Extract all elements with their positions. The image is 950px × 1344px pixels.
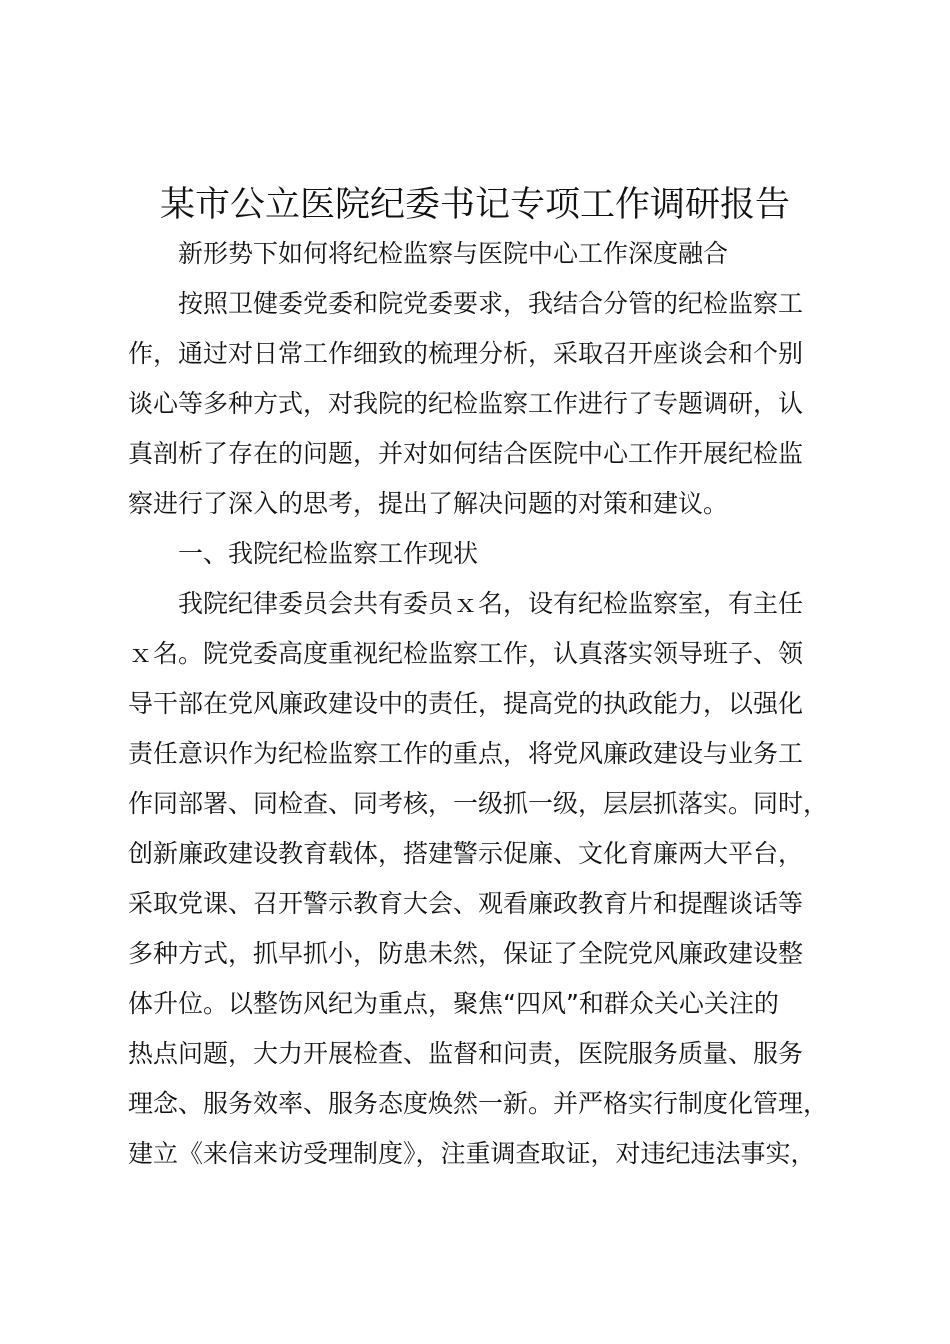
- paragraph-line: 作，通过对日常工作细致的梳理分析，采取召开座谈会和个别: [128, 339, 804, 368]
- document-title: 某市公立医院纪委书记专项工作调研报告: [159, 185, 790, 225]
- paragraph-line: ｘ名。院党委高度重视纪检监察工作，认真落实领导班子、领: [128, 639, 804, 668]
- paragraph-line: 采取党课、召开警示教育大会、观看廉政教育片和提醒谈话等: [128, 889, 804, 918]
- paragraph-line: 责任意识作为纪检监察工作的重点，将党风廉政建设与业务工: [128, 739, 804, 768]
- paragraph-line: 我院纪律委员会共有委员ｘ名，设有纪检监察室，有主任: [178, 589, 804, 618]
- paragraph-line: 建立《来信来访受理制度》，注重调查取证，对违纪违法事实，: [128, 1139, 816, 1168]
- paragraph-line: 热点问题，大力开展检查、监督和问责，医院服务质量、服务: [128, 1039, 804, 1068]
- paragraph-line: 谈心等多种方式，对我院的纪检监察工作进行了专题调研，认: [128, 389, 804, 418]
- paragraph-line: 真剖析了存在的问题，并对如何结合医院中心工作开展纪检监: [128, 439, 804, 468]
- paragraph-line: 理念、服务效率、服务态度焕然一新。并严格实行制度化管理，: [128, 1089, 829, 1118]
- paragraph-line: 导干部在党风廉政建设中的责任，提高党的执政能力，以强化: [128, 689, 804, 718]
- paragraph-line: 体升位。以整饬风纪为重点，聚焦“四风”和群众关心关注的: [128, 989, 779, 1018]
- document-subtitle: 新形势下如何将纪检监察与医院中心工作深度融合: [178, 239, 729, 268]
- paragraph-line: 作同部署、同检查、同考核，一级抓一级，层层抓落实。同时，: [128, 789, 829, 818]
- paragraph-line: 多种方式，抓早抓小，防患未然，保证了全院党风廉政建设整: [128, 939, 804, 968]
- paragraph-line: 创新廉政建设教育载体，搭建警示促廉、文化育廉两大平台，: [128, 839, 804, 868]
- paragraph-line: 察进行了深入的思考，提出了解决问题的对策和建议。: [128, 489, 729, 518]
- paragraph-line: 按照卫健委党委和院党委要求，我结合分管的纪检监察工: [178, 289, 804, 318]
- section-heading: 一、我院纪检监察工作现状: [178, 539, 479, 568]
